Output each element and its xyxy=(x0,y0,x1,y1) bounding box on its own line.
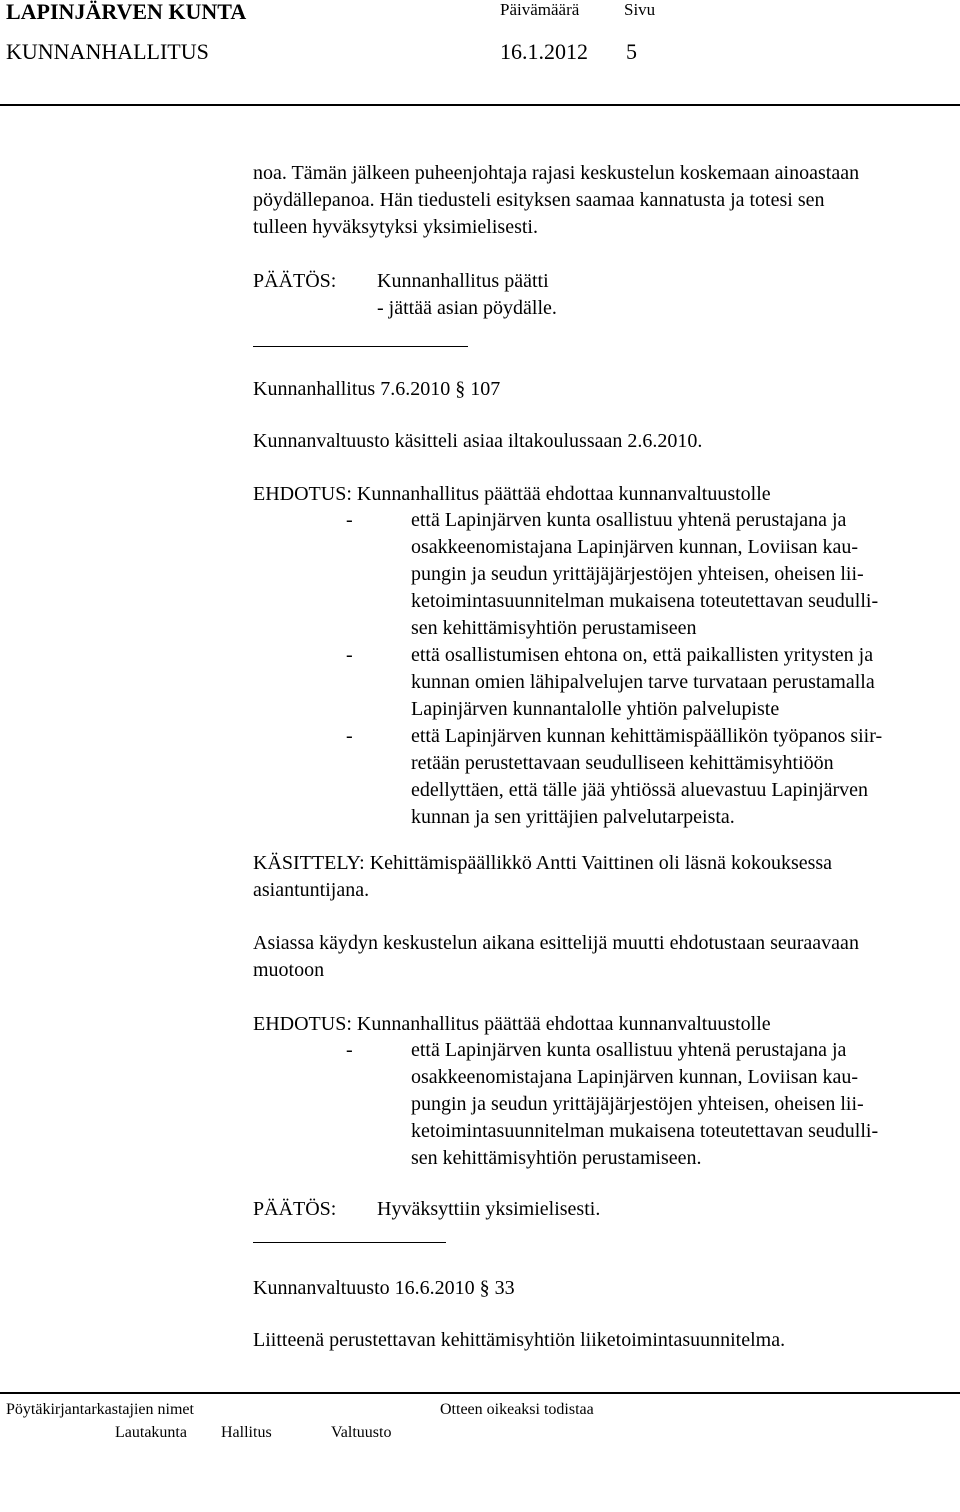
discussion-line: muotoon xyxy=(253,959,325,981)
proposal-line: että osallistumisen ehtona on, että paikallisten yritysten ja xyxy=(411,644,874,666)
footer-board-label: Lautakunta xyxy=(115,1424,187,1441)
discussion-paragraph xyxy=(253,930,859,984)
proposal-line: edellyttäen, että tälle jää yhtiössä aluevastuu Lapinjärven xyxy=(411,779,869,801)
proposal-item xyxy=(411,642,875,723)
discussion-line: Asiassa käydyn keskustelun aikana esittelijä muutti ehdotustaan seuraavaan xyxy=(253,932,859,954)
attachment-note: Liitteenä perustettavan kehittämisyhtiön liiketoimintasuunnitelma. xyxy=(253,1329,786,1351)
proposal-line: kunnan ja sen yrittäjien palvelutarpeista. xyxy=(411,806,735,828)
footer-checkers-label: Pöytäkirjantarkastajien nimet xyxy=(6,1401,194,1418)
decision-label: PÄÄTÖS: xyxy=(253,1198,337,1220)
intro-line: pöydällepanoa. Hän tiedusteli esityksen saamaa kannatusta ja totesi sen xyxy=(253,189,825,211)
proposal-line: sen kehittämisyhtiön perustamiseen. xyxy=(411,1147,702,1169)
proposal-dash: - xyxy=(346,644,353,666)
proposal-lead: EHDOTUS: Kunnanhallitus päättää ehdottaa kunnanvaltuustolle xyxy=(253,483,771,505)
decision-text: Kunnanhallitus päätti xyxy=(377,270,549,292)
intro-line: tulleen hyväksytyksi yksimielisesti. xyxy=(253,216,538,238)
proposal-line: ketoimintasuunnitelman mukaisena toteutettavan seudulli- xyxy=(411,1120,879,1142)
proposal-dash: - xyxy=(346,1039,353,1061)
proposal-line: sen kehittämisyhtiön perustamiseen xyxy=(411,617,697,639)
page-number: 5 xyxy=(626,39,637,64)
proposal-line: retään perustettavaan seudulliseen kehittämisyhtiöön xyxy=(411,752,834,774)
header-rule xyxy=(0,104,960,106)
council-note: Kunnanvaltuusto käsitteli asiaa iltakoulussaan 2.6.2010. xyxy=(253,430,703,452)
meeting-reference: Kunnanhallitus 7.6.2010 § 107 xyxy=(253,378,501,400)
intro-paragraph xyxy=(253,160,859,241)
proposal-line: Lapinjärven kunnantalolle yhtiön palvelupiste xyxy=(411,698,780,720)
proposal-line: pungin ja seudun yrittäjäjärjestöjen yhteisen, oheisen lii- xyxy=(411,1093,864,1115)
body-name: KUNNANHALLITUS xyxy=(6,39,209,64)
proposal-dash: - xyxy=(346,725,353,747)
handling-line: KÄSITTELY: Kehittämispäällikkö Antti Vaittinen oli läsnä kokouksessa xyxy=(253,852,833,874)
intro-line: noa. Tämän jälkeen puheenjohtaja rajasi keskustelun koskemaan ainoastaan xyxy=(253,162,860,184)
handling-line: asiantuntijana. xyxy=(253,879,370,901)
document-date: 16.1.2012 xyxy=(500,39,588,64)
org-name: LAPINJÄRVEN KUNTA xyxy=(6,0,247,24)
proposal-item xyxy=(411,507,878,642)
proposal-lead: EHDOTUS: Kunnanhallitus päättää ehdottaa kunnanvaltuustolle xyxy=(253,1013,771,1035)
proposal-line: osakkeenomistajana Lapinjärven kunnan, Loviisan kau- xyxy=(411,536,859,558)
proposal-line: osakkeenomistajana Lapinjärven kunnan, Loviisan kau- xyxy=(411,1066,859,1088)
proposal-line: ketoimintasuunnitelman mukaisena toteutettavan seudulli- xyxy=(411,590,879,612)
footer-certified-label: Otteen oikeaksi todistaa xyxy=(440,1401,594,1418)
proposal-item xyxy=(411,1037,878,1172)
decision-label: PÄÄTÖS: xyxy=(253,270,337,292)
decision-text: Hyväksyttiin yksimielisesti. xyxy=(377,1198,601,1220)
handling-paragraph xyxy=(253,850,832,904)
proposal-item xyxy=(411,723,882,831)
proposal-line: pungin ja seudun yrittäjäjärjestöjen yhteisen, oheisen lii- xyxy=(411,563,864,585)
footer-rule xyxy=(0,1392,960,1394)
proposal-dash: - xyxy=(346,509,353,531)
section-separator xyxy=(253,346,468,347)
proposal-line: että Lapinjärven kunta osallistuu yhtenä perustajana ja xyxy=(411,509,847,531)
date-label: Päivämäärä xyxy=(500,0,580,19)
proposal-line: että Lapinjärven kunnan kehittämispäällikön työpanos siir- xyxy=(411,725,883,747)
footer-council-label: Valtuusto xyxy=(331,1424,392,1441)
proposal-line: että Lapinjärven kunta osallistuu yhtenä perustajana ja xyxy=(411,1039,847,1061)
decision-item: - jättää asian pöydälle. xyxy=(377,297,557,319)
footer-government-label: Hallitus xyxy=(221,1424,272,1441)
section-separator xyxy=(253,1242,446,1243)
meeting-reference: Kunnanvaltuusto 16.6.2010 § 33 xyxy=(253,1277,515,1299)
page-label: Sivu xyxy=(624,0,656,19)
proposal-line: kunnan omien lähipalvelujen tarve turvataan perustamalla xyxy=(411,671,875,693)
